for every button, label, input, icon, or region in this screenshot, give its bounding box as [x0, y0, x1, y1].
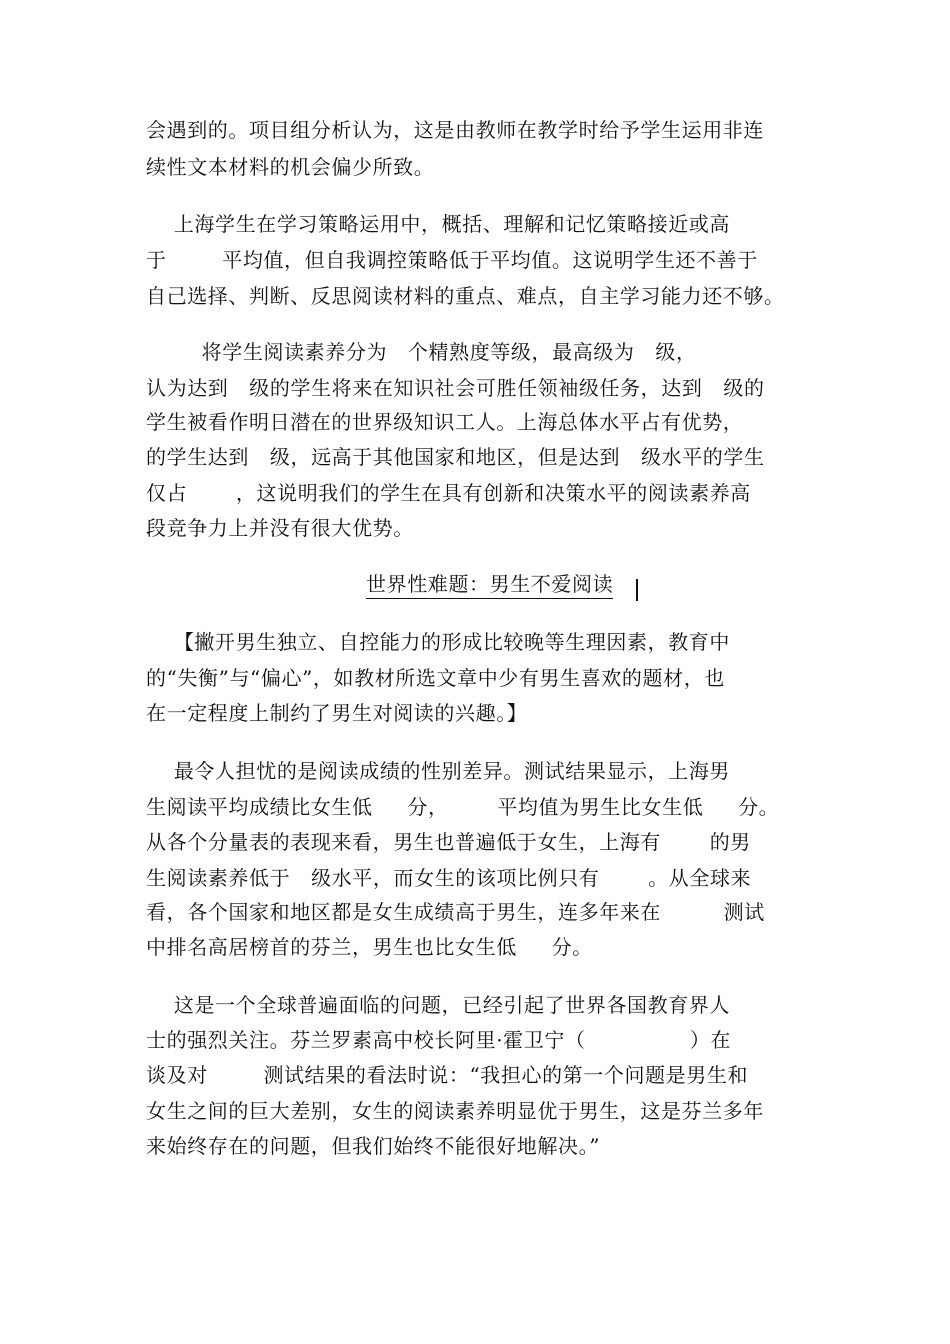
text-line: 自己选择、判断、反思阅读材料的重点、难点，自主学习能力还不够。: [146, 284, 785, 308]
text-line: 这是一个全球普遍面临的问题，已经引起了世界各国教育界人: [146, 993, 731, 1017]
text-line: 在一定程度上制约了男生对阅读的兴趣。】: [146, 701, 528, 725]
text-line: 仅占 ，这说明我们的学生在具有创新和决策水平的阅读素养高: [146, 481, 751, 505]
text-line: 于 平均值，但自我调控策略低于平均值。这说明学生还不善于: [146, 248, 758, 272]
text-line: 上海学生在学习策略运用中，概括、理解和记忆策略接近或高: [146, 212, 731, 236]
text-line: 女生之间的巨大差别，女生的阅读素养明显优于男生，这是芬兰多年: [146, 1099, 764, 1123]
text-line: 最令人担忧的是阅读成绩的性别差异。测试结果显示，上海男: [146, 759, 731, 783]
text-line: 的“失衡”与“偏心”，如教材所选文章中少有男生喜欢的题材，也: [146, 666, 725, 690]
text-line: 生阅读平均成绩比女生低 分， 平均值为男生比女生低 分。: [146, 795, 780, 819]
text-line: 的学生达到 级，远高于其他国家和地区，但是达到 级水平的学生: [146, 445, 765, 469]
text-line: 谈及对 测试结果的看法时说：“我担心的第一个问题是男生和: [146, 1063, 749, 1087]
text-line: 会遇到的。项目组分析认为，这是由教师在教学时给予学生运用非连: [146, 118, 764, 142]
text-line: 中排名高居榜首的芬兰，男生也比女生低 分。: [146, 935, 593, 959]
section-title: 世界性难题：男生不爱阅读: [366, 572, 613, 599]
text-line: 士的强烈关注。芬兰罗素高中校长阿里·霍卫宁（ ）在: [146, 1028, 732, 1052]
text-line: 认为达到 级的学生将来在知识社会可胜任领袖级任务，达到 级的: [146, 376, 765, 400]
text-line: 将学生阅读素养分为 个精熟度等级，最高级为 级，: [146, 340, 697, 364]
text-line: 来始终存在的问题，但我们始终不能很好地解决。”: [146, 1134, 601, 1158]
text-line: 看，各个国家和地区都是女生成绩高于男生，连多年来在 测试: [146, 900, 765, 924]
text-line: 学生被看作明日潜在的世界级知识工人。上海总体水平占有优势，: [146, 410, 744, 434]
text-line: 【撇开男生独立、自控能力的形成比较晚等生理因素，教育中: [146, 630, 731, 654]
text-line: 从各个分量表的表现来看，男生也普遍低于女生，上海有 的男: [146, 830, 751, 854]
text-line: 段竞争力上并没有很大优势。: [146, 516, 414, 540]
text-line: 续性文本材料的机会偏少所致。: [146, 155, 435, 179]
title-underline-mark: [636, 579, 638, 601]
text-line: 生阅读素养低于 级水平，而女生的该项比例只有 。从全球来: [146, 866, 752, 890]
